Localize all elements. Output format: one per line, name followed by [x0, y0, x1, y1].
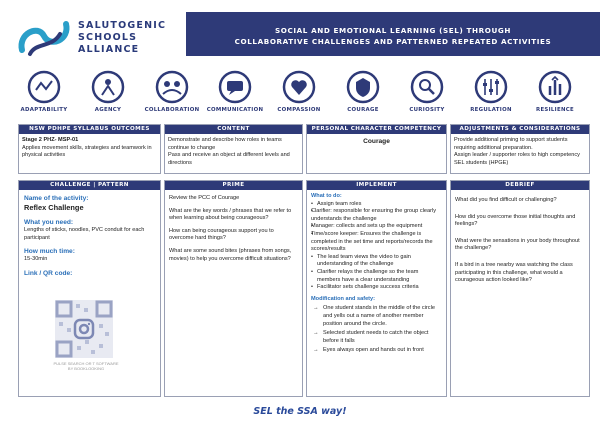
competency-compassion: COMPASSION [264, 70, 334, 113]
modification-label: Modification and safety: [311, 295, 376, 302]
courage-icon [346, 70, 380, 104]
logo-text: SALUTOGENIC SCHOOLS ALLIANCE [78, 20, 167, 55]
ssa-logo-mark [16, 14, 74, 58]
implement-header: IMPLEMENT [307, 181, 446, 190]
prime-box [164, 180, 303, 397]
syllabus-code: Stage 2 PHZ- MSP-01 [22, 137, 79, 143]
step-7: • Facilitator sets challenge success criteria [311, 284, 442, 292]
challenge-header: CHALLENGE | PATTERN [19, 181, 160, 190]
resilience-icon [538, 70, 572, 104]
competency-curiosity: CURIOSITY [392, 70, 462, 113]
collaboration-icon [155, 70, 189, 104]
activity-name: Reflex Challenge [24, 203, 84, 212]
content-point-2: Pass and receive an object at different levels and directions [168, 152, 290, 166]
regulation-icon [474, 70, 508, 104]
step-3: • Manager: collects and sets up the equipment [311, 223, 442, 231]
debrief-header: DEBRIEF [451, 181, 589, 190]
adjustments-point-2: Assign leader / supporter roles to high competency SEL students (HPGE) [454, 152, 580, 166]
qr-code[interactable] [55, 300, 113, 358]
pcc-header: PERSONAL CHARACTER COMPETENCY [307, 125, 446, 134]
competency-communication: COMMUNICATION [200, 70, 270, 113]
prime-question-3: How can being courageous support you to overcome hard things? [169, 227, 274, 242]
pcc-value: Courage [363, 138, 390, 145]
step-5: • The lead team views the video to gain understanding of the challenge [311, 254, 442, 269]
syllabus-box [18, 124, 161, 174]
communication-icon [218, 70, 252, 104]
banner-line-1: SOCIAL AND EMOTIONAL LEARNING (SEL) THROUGH [275, 26, 511, 35]
step-2: • Clarifier: responsible for ensuring the group clearly understands the challenge [311, 208, 442, 223]
debrief-question-1: What did you find difficult or challenging? [455, 197, 557, 203]
competency-collaboration: COLLABORATION [137, 70, 207, 113]
competency-resilience: RESILIENCE [520, 70, 590, 113]
adaptability-icon [27, 70, 61, 104]
syllabus-text: Applies movement skills, strategies and teamwork in physical activities [22, 144, 152, 159]
activity-name-label: Name of the activity: [24, 195, 89, 202]
step-4: • Time/score keeper: Ensures the challenge is completed in the set time and reports/records the scores/results [311, 231, 442, 254]
modification-list [311, 305, 442, 355]
implement-box [306, 180, 447, 397]
banner-line-2: COLLABORATIVE CHALLENGES AND PATTERNED REPEATED ACTIVITIES [234, 37, 552, 46]
step-6: • Clarifier relays the challenge so the team members have a clear understanding [311, 269, 442, 284]
what-to-do-label: What to do: [311, 193, 342, 199]
competency-agency: AGENCY [73, 70, 143, 113]
competency-adaptability: ADAPTABILITY [9, 70, 79, 113]
adjustments-point-1: Provide additional priming to support students requiring additional preparation. [454, 137, 568, 151]
ssa-logo [16, 14, 166, 62]
syllabus-header: NSW PDHPE SYLLABUS OUTCOMES [19, 125, 160, 134]
compassion-icon [282, 70, 316, 104]
debrief-question-4: If a bird in a tree nearby was watching the class participating in this challenge, what would a courageous action looked like? [455, 261, 573, 284]
how-much-time-text: 15-30min [24, 256, 48, 263]
modification-1: → One student stands in the middle of the circle and yells out a name of another member position around the circle. [311, 305, 442, 328]
title-banner [186, 12, 600, 56]
adjustments-header: ADJUSTMENTS & CONSIDERATIONS [451, 125, 589, 134]
prime-question-4: What are some sound bites (phrases from songs, movies) to help you overcome difficult situations? [169, 247, 292, 262]
debrief-question-3: What were the sensations in your body throughout the challenge? [455, 237, 580, 252]
what-you-need-label: What you need: [24, 219, 74, 226]
prime-header: PRIME [165, 181, 302, 190]
pcc-box [306, 124, 447, 174]
content-point-1: Demonstrate and describe how roles in teams continue to change [168, 137, 282, 151]
adjustments-box [450, 124, 590, 174]
how-much-time-label: How much time: [24, 248, 75, 256]
qr-code-graphic [55, 300, 113, 358]
content-box [164, 124, 303, 174]
debrief-question-2: How did you overcome those initial thoughts and feelings? [455, 213, 576, 228]
link-qr-label: Link / QR code: [24, 269, 73, 277]
agency-icon [91, 70, 125, 104]
implement-steps [311, 201, 442, 292]
debrief-box [450, 180, 590, 397]
competency-courage: COURAGE [328, 70, 398, 113]
prime-question-1: Review the PCC of Courage [169, 195, 240, 201]
tagline: SEL the SSA way! [253, 406, 347, 417]
step-1: • Assign team roles [311, 201, 442, 209]
modification-3: → Eyes always open and hands out in front [311, 347, 442, 355]
content-header: CONTENT [165, 125, 302, 134]
qr-caption: PULSE SEARCH OR T SOFTWARE BY BOOKLOOKING [53, 361, 119, 371]
modification-2: → Selected student needs to catch the object before it falls [311, 330, 442, 345]
prime-question-2: What are the key words / phrases that we refer to when learning about being courageous? [169, 207, 292, 222]
competency-row [0, 70, 600, 120]
competency-regulation: REGULATION [456, 70, 526, 113]
curiosity-icon [410, 70, 444, 104]
what-you-need-text: Lengths of sticks, noodles, PVC conduit for each participant [24, 227, 145, 241]
